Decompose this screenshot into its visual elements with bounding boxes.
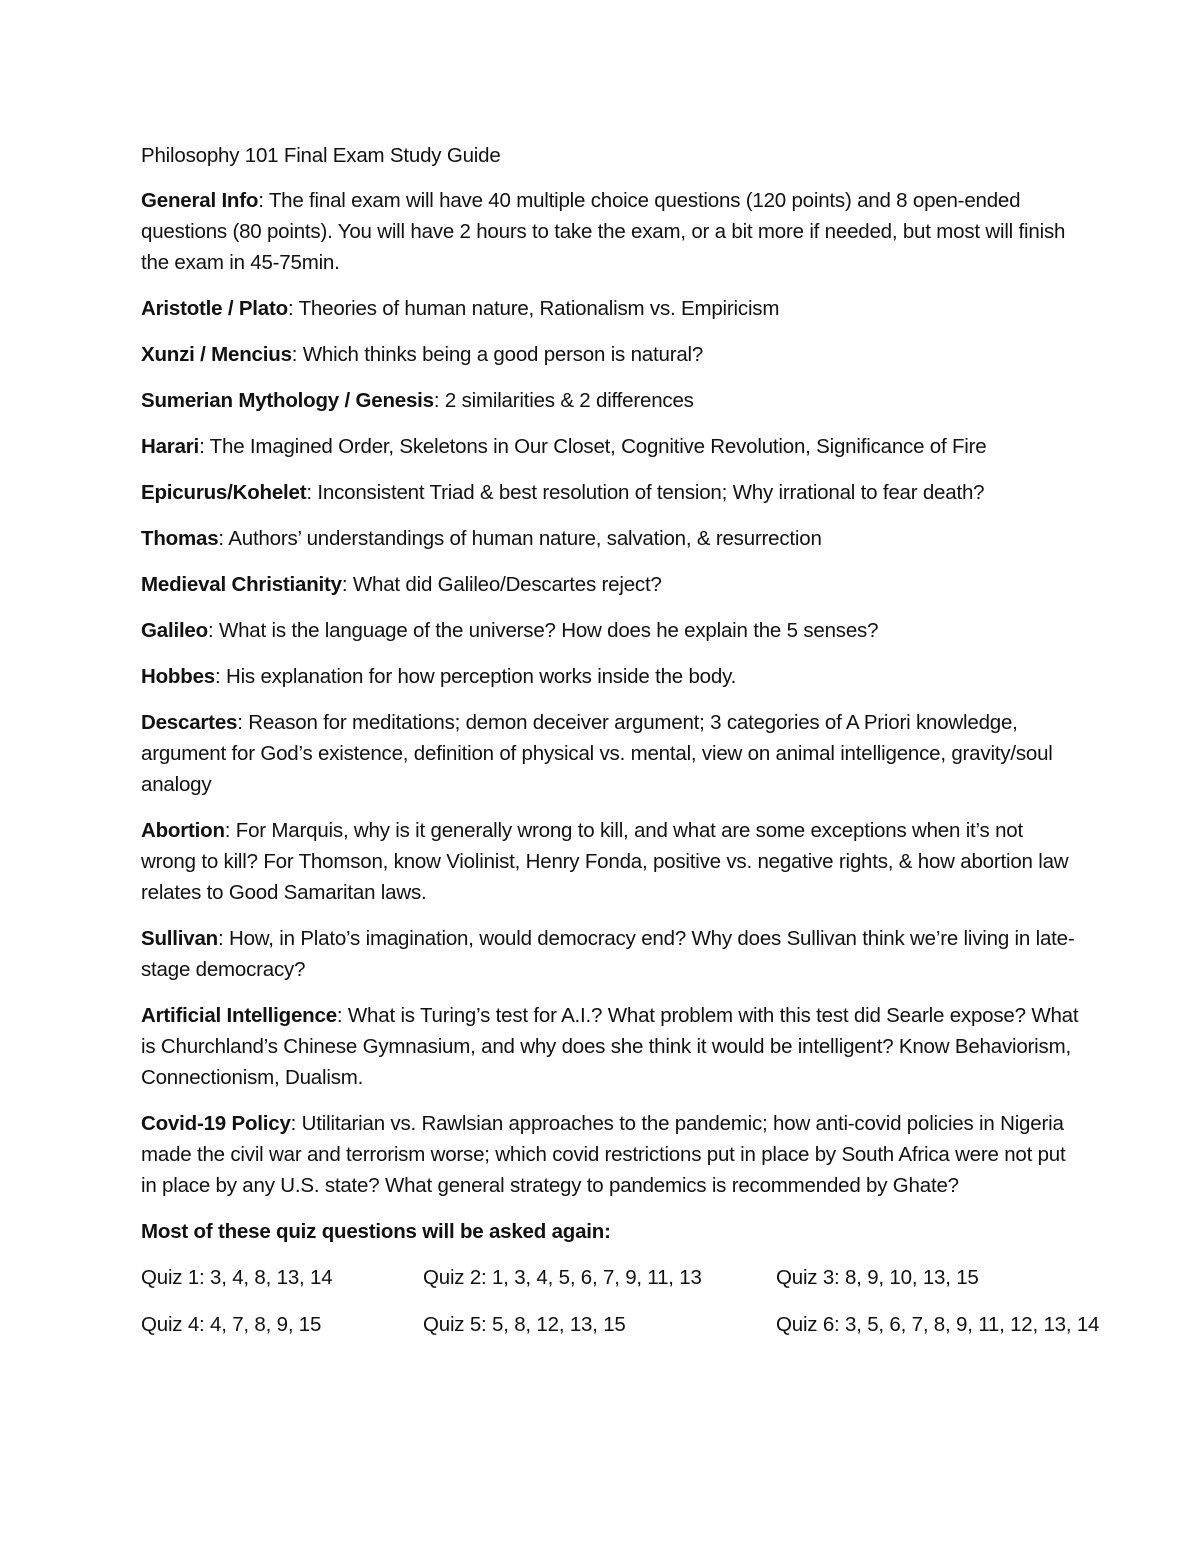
section-text: : What is Turing’s test for A.I.? What problem with this test did Searle expose? What is Churchland’s Chinese Gymnasium, and why does she think it would be intelligent? Know Behaviorism, Connectionism, Dualism.	[141, 1004, 1079, 1089]
quiz-entry: Quiz 6: 3, 5, 6, 7, 8, 9, 11, 12, 13, 14	[776, 1313, 1100, 1336]
section-text: : Authors’ understandings of human nature, salvation, & resurrection	[218, 527, 822, 550]
section-text: : Which thinks being a good person is natural?	[291, 343, 704, 366]
section-xunzi-mencius	[141, 339, 1081, 370]
section-label: Medieval Christianity	[141, 573, 342, 596]
quiz-row	[141, 1309, 1100, 1340]
document-title: Philosophy 101 Final Exam Study Guide	[141, 144, 501, 167]
section-label: Sumerian Mythology / Genesis	[141, 389, 434, 412]
section-label: General Info	[141, 189, 259, 212]
section-label: Aristotle / Plato	[141, 297, 288, 320]
section-label: Artificial Intelligence	[141, 1004, 337, 1027]
quiz-entry: Quiz 1: 3, 4, 8, 13, 14	[141, 1266, 333, 1289]
section-general-info	[141, 185, 1081, 278]
section-galileo	[141, 615, 1081, 646]
section-epicurus-kohelet	[141, 477, 1081, 508]
section-sumerian-genesis	[141, 385, 1081, 416]
section-text: : Reason for meditations; demon deceiver argument; 3 categories of A Priori knowledge, argument for God’s existence, definition of physical vs. mental, view on animal intelligence, gravity/soul analogy	[141, 711, 1053, 796]
section-text: : The Imagined Order, Skeletons in Our Closet, Cognitive Revolution, Significance of Fire	[199, 435, 987, 458]
section-thomas	[141, 523, 1081, 554]
section-label: Galileo	[141, 619, 208, 642]
section-sullivan	[141, 923, 1081, 985]
section-hobbes	[141, 661, 1081, 692]
section-aristotle-plato	[141, 293, 1081, 324]
quiz-entry: Quiz 3: 8, 9, 10, 13, 15	[776, 1266, 979, 1289]
section-label: Abortion	[141, 819, 225, 842]
section-text: : For Marquis, why is it generally wrong to kill, and what are some exceptions when it’s not wrong to kill? For Thomson, know Violinist, Henry Fonda, positive vs. negative rights, & how abortion law relates to Good Samaritan laws.	[141, 819, 1069, 904]
document-page	[141, 140, 1100, 1356]
section-text: : The final exam will have 40 multiple choice questions (120 points) and 8 open-ended questions (80 points). You will have 2 hours to take the exam, or a bit more if needed, but most will finish the exam in 45-75min.	[141, 189, 1066, 274]
section-text: : Utilitarian vs. Rawlsian approaches to the pandemic; how anti-covid policies in Nigeria made the civil war and terrorism worse; which covid restrictions put in place by South Africa were not put in place by any U.S. state? What general strategy to pandemics is recommended by Ghate?	[141, 1112, 1066, 1197]
section-text: : 2 similarities & 2 differences	[433, 389, 694, 412]
section-artificial-intelligence	[141, 1000, 1081, 1093]
section-harari	[141, 431, 1081, 462]
quiz-entry: Quiz 4: 4, 7, 8, 9, 15	[141, 1313, 322, 1336]
section-label: Hobbes	[141, 665, 215, 688]
section-covid-policy	[141, 1108, 1081, 1201]
quiz-entry: Quiz 5: 5, 8, 12, 13, 15	[423, 1313, 626, 1336]
section-text: : What is the language of the universe? How does he explain the 5 senses?	[207, 619, 879, 642]
section-label: Descartes	[141, 711, 238, 734]
quiz-row	[141, 1262, 1081, 1293]
section-label: Harari	[141, 435, 200, 458]
section-descartes	[141, 707, 1081, 800]
section-label: Xunzi / Mencius	[141, 343, 292, 366]
section-label: Thomas	[141, 527, 219, 550]
section-text: : How, in Plato’s imagination, would democracy end? Why does Sullivan think we’re living in late-stage democracy?	[141, 927, 1075, 981]
section-label: Covid-19 Policy	[141, 1112, 291, 1135]
section-text: : Theories of human nature, Rationalism vs. Empiricism	[287, 297, 780, 320]
section-text: : What did Galileo/Descartes reject?	[341, 573, 662, 596]
section-text: : His explanation for how perception works inside the body.	[214, 665, 737, 688]
section-abortion	[141, 815, 1081, 908]
section-text: : Inconsistent Triad & best resolution of tension; Why irrational to fear death?	[306, 481, 985, 504]
quiz-entry: Quiz 2: 1, 3, 4, 5, 6, 7, 9, 11, 13	[423, 1266, 702, 1289]
section-label: Epicurus/Kohelet	[141, 481, 307, 504]
quiz-heading: Most of these quiz questions will be asked again:	[141, 1220, 611, 1243]
section-medieval-christianity	[141, 569, 1081, 600]
section-label: Sullivan	[141, 927, 219, 950]
